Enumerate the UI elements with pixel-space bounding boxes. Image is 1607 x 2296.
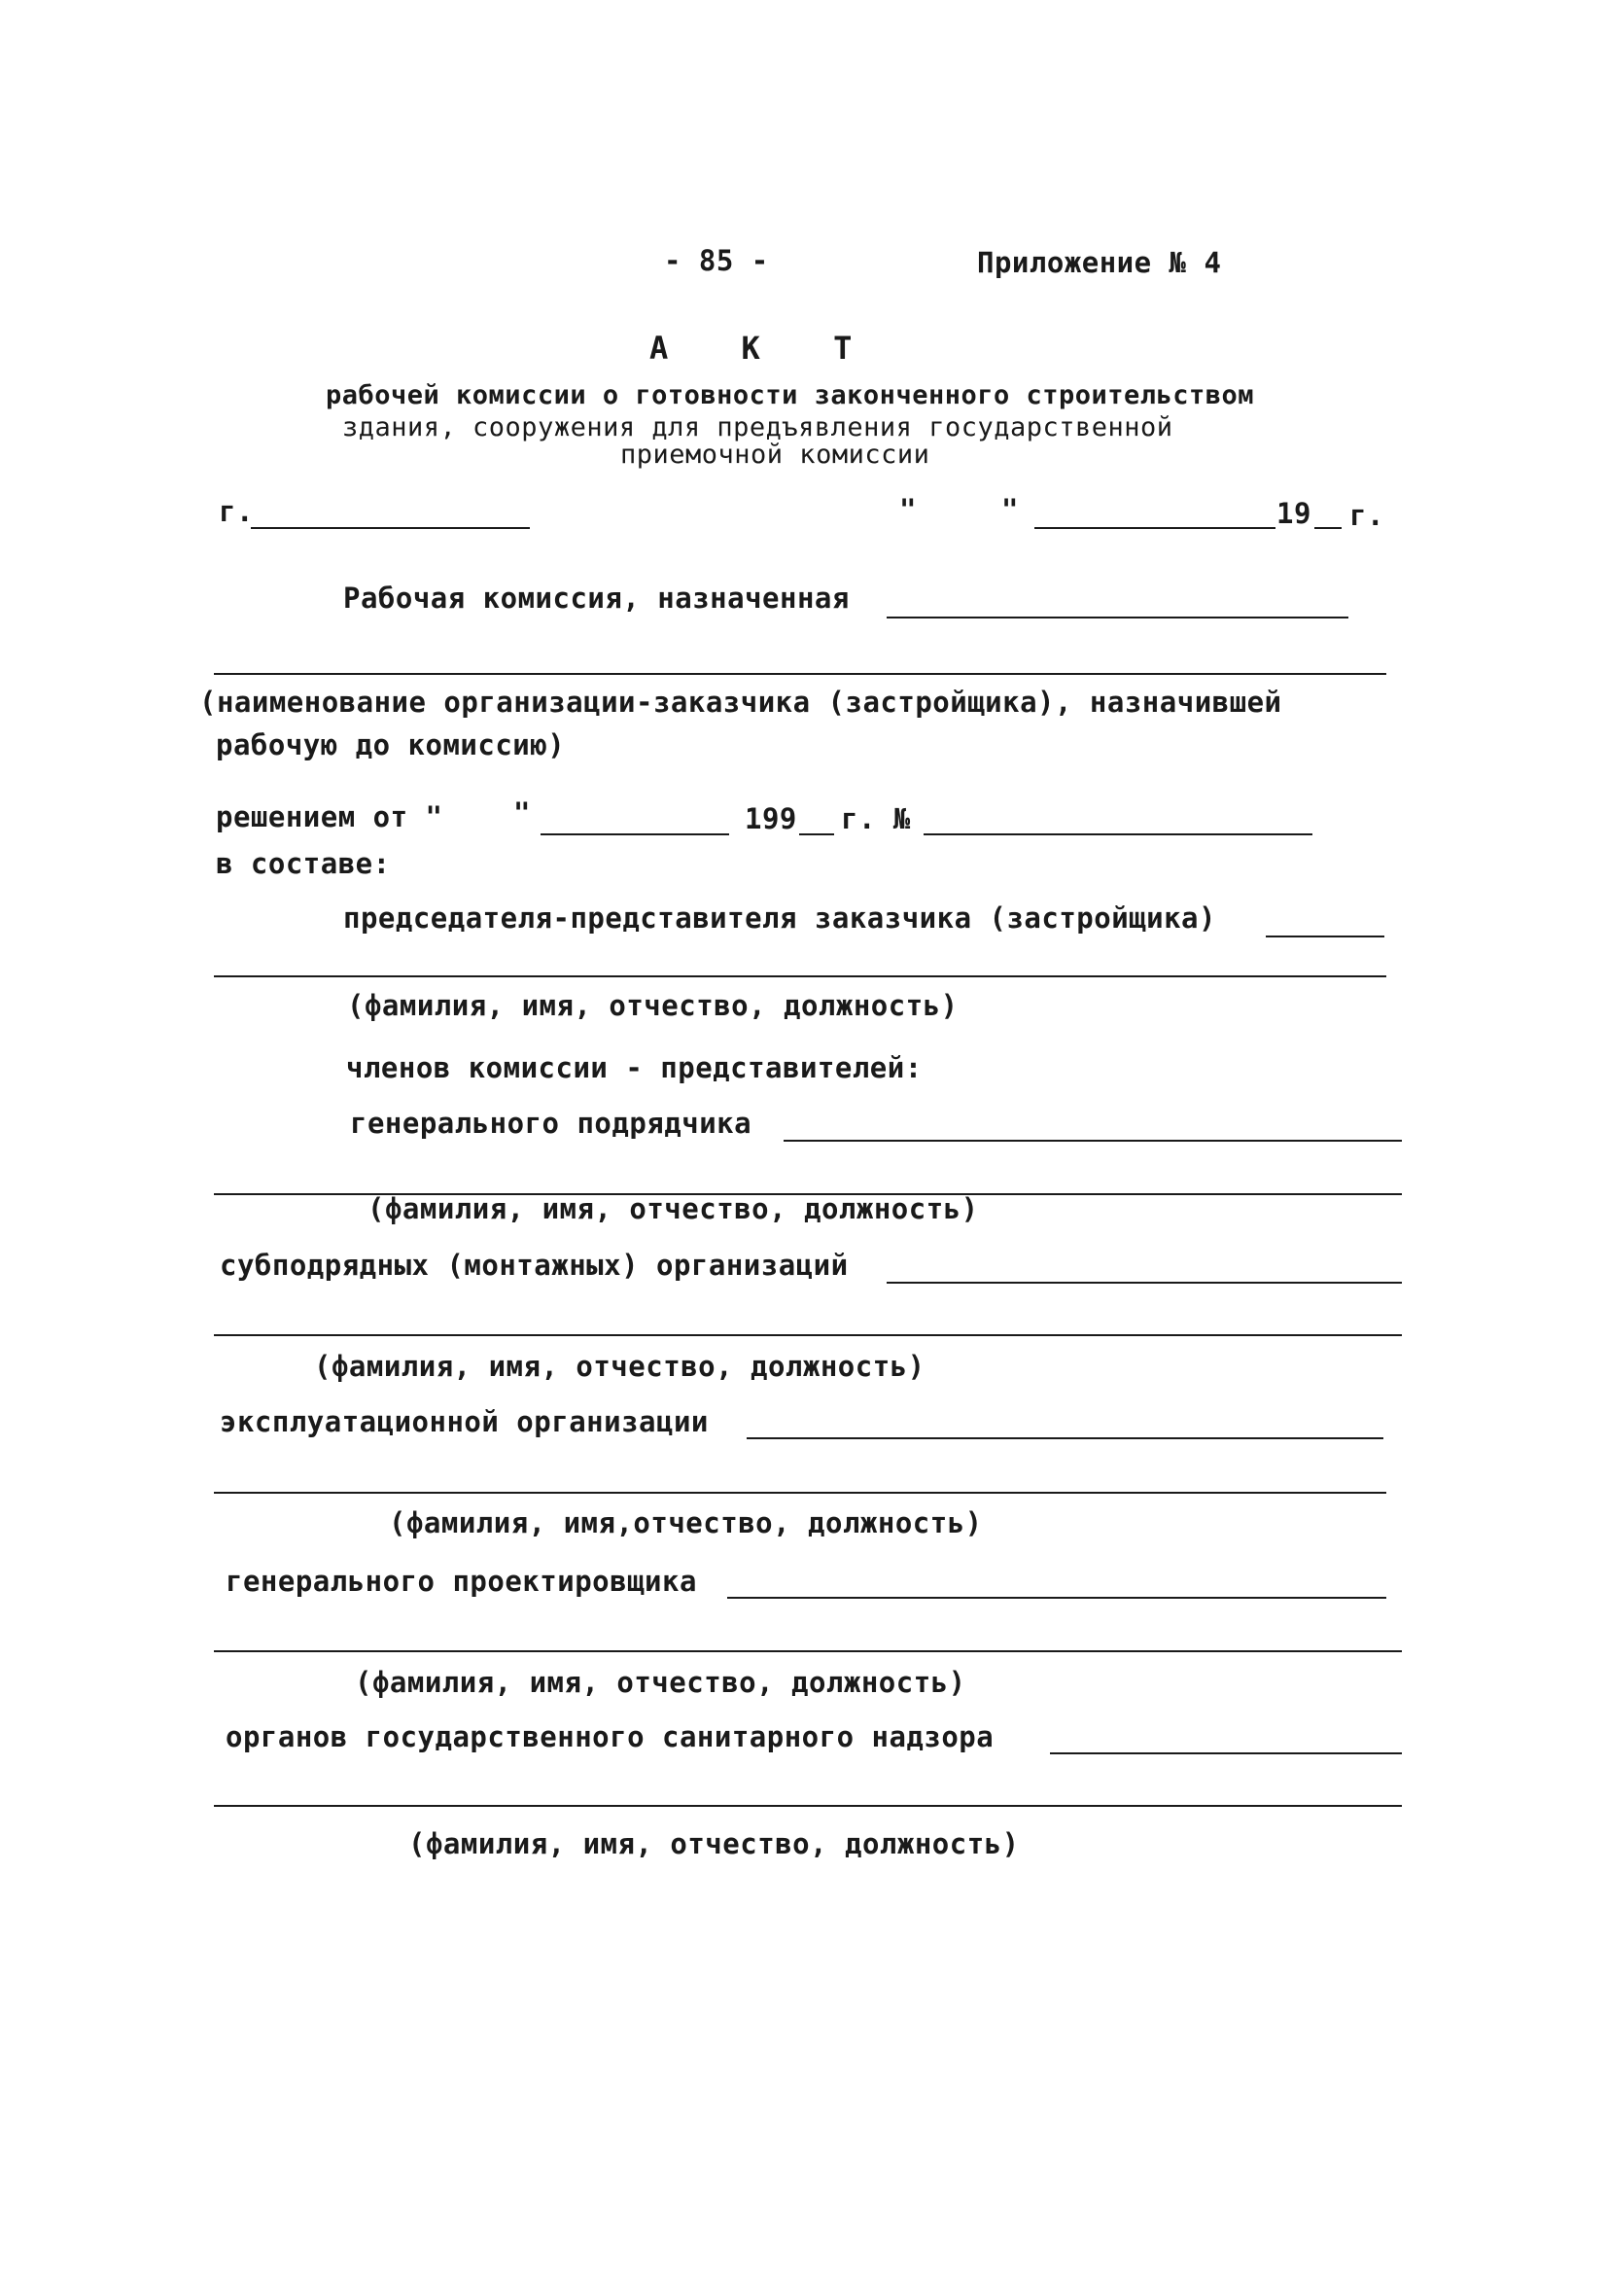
operating-org-blank-line[interactable]: [747, 1437, 1383, 1439]
organization-full-line[interactable]: [214, 673, 1386, 675]
general-contractor-caption: (фамилия, имя, отчество, должность): [367, 1192, 979, 1225]
operating-org-caption: (фамилия, имя,отчество, должность): [389, 1506, 983, 1539]
subcontractors-blank-line[interactable]: [887, 1282, 1402, 1284]
year-blank-line[interactable]: [1314, 527, 1342, 529]
sanitary-caption: (фамилия, имя, отчество, должность): [408, 1827, 1020, 1860]
composition-label: в составе:: [216, 847, 391, 880]
decision-year: 199: [745, 802, 797, 835]
sanitary-blank-line[interactable]: [1050, 1752, 1402, 1754]
commission-appointed-blank-line[interactable]: [887, 617, 1348, 618]
chairman-label: председателя-представителя заказчика (застройщика): [343, 901, 1216, 935]
decision-quote-close: ": [513, 796, 531, 830]
general-designer-blank-line[interactable]: [727, 1597, 1386, 1599]
date-quote-close: ": [1001, 493, 1019, 526]
commission-appointed-label: Рабочая комиссия, назначенная: [343, 582, 850, 615]
chairman-blank-line[interactable]: [1266, 936, 1384, 937]
subcontractors-caption: (фамилия, имя, отчество, должность): [314, 1350, 926, 1383]
general-designer-caption: (фамилия, имя, отчество, должность): [355, 1666, 966, 1699]
decision-date-blank-line[interactable]: [541, 833, 729, 835]
decision-year-suffix: г. №: [841, 802, 911, 835]
date-quote-open: ": [899, 493, 917, 526]
page-number: - 85 -: [664, 244, 769, 277]
year-suffix: г.: [1349, 499, 1384, 532]
city-blank-line[interactable]: [251, 527, 530, 529]
decision-year-blank-line[interactable]: [799, 833, 834, 835]
title-subtitle-line-2: здания, сооружения для предъявления государственной: [342, 412, 1173, 442]
date-month-blank-line[interactable]: [1034, 527, 1275, 529]
appendix-label: Приложение № 4: [977, 246, 1222, 279]
title-subtitle-line-3: приемочной комиссии: [620, 440, 930, 470]
operating-org-label: эксплуатационной организации: [220, 1405, 709, 1438]
decision-number-blank-line[interactable]: [924, 833, 1312, 835]
sanitary-label: органов государственного санитарного надзора: [226, 1720, 995, 1753]
general-designer-label: генерального проектировщика: [226, 1565, 697, 1598]
operating-org-full-line[interactable]: [214, 1492, 1386, 1494]
general-contractor-blank-line[interactable]: [784, 1140, 1402, 1142]
organization-caption-line-1: (наименование организации-заказчика (застройщика), назначившей: [199, 686, 1282, 719]
subcontractors-full-line[interactable]: [214, 1334, 1402, 1336]
sanitary-full-line[interactable]: [214, 1805, 1402, 1807]
general-contractor-label: генерального подрядчика: [350, 1107, 752, 1140]
title-subtitle-line-1: рабочей комиссии о готовности законченного строительством: [326, 380, 1255, 410]
chairman-full-line[interactable]: [214, 975, 1386, 977]
general-designer-full-line[interactable]: [214, 1650, 1402, 1652]
chairman-caption: (фамилия, имя, отчество, должность): [347, 989, 959, 1022]
decision-label: решением от ": [216, 800, 443, 833]
document-title: А К Т: [649, 330, 880, 367]
organization-caption-line-2: рабочую до комиссию): [216, 728, 566, 761]
subcontractors-label: субподрядных (монтажных) организаций: [220, 1249, 849, 1282]
year-label: 19: [1276, 497, 1311, 530]
members-label: членов комиссии - представителей:: [346, 1051, 923, 1084]
city-prefix: г.: [219, 495, 254, 528]
